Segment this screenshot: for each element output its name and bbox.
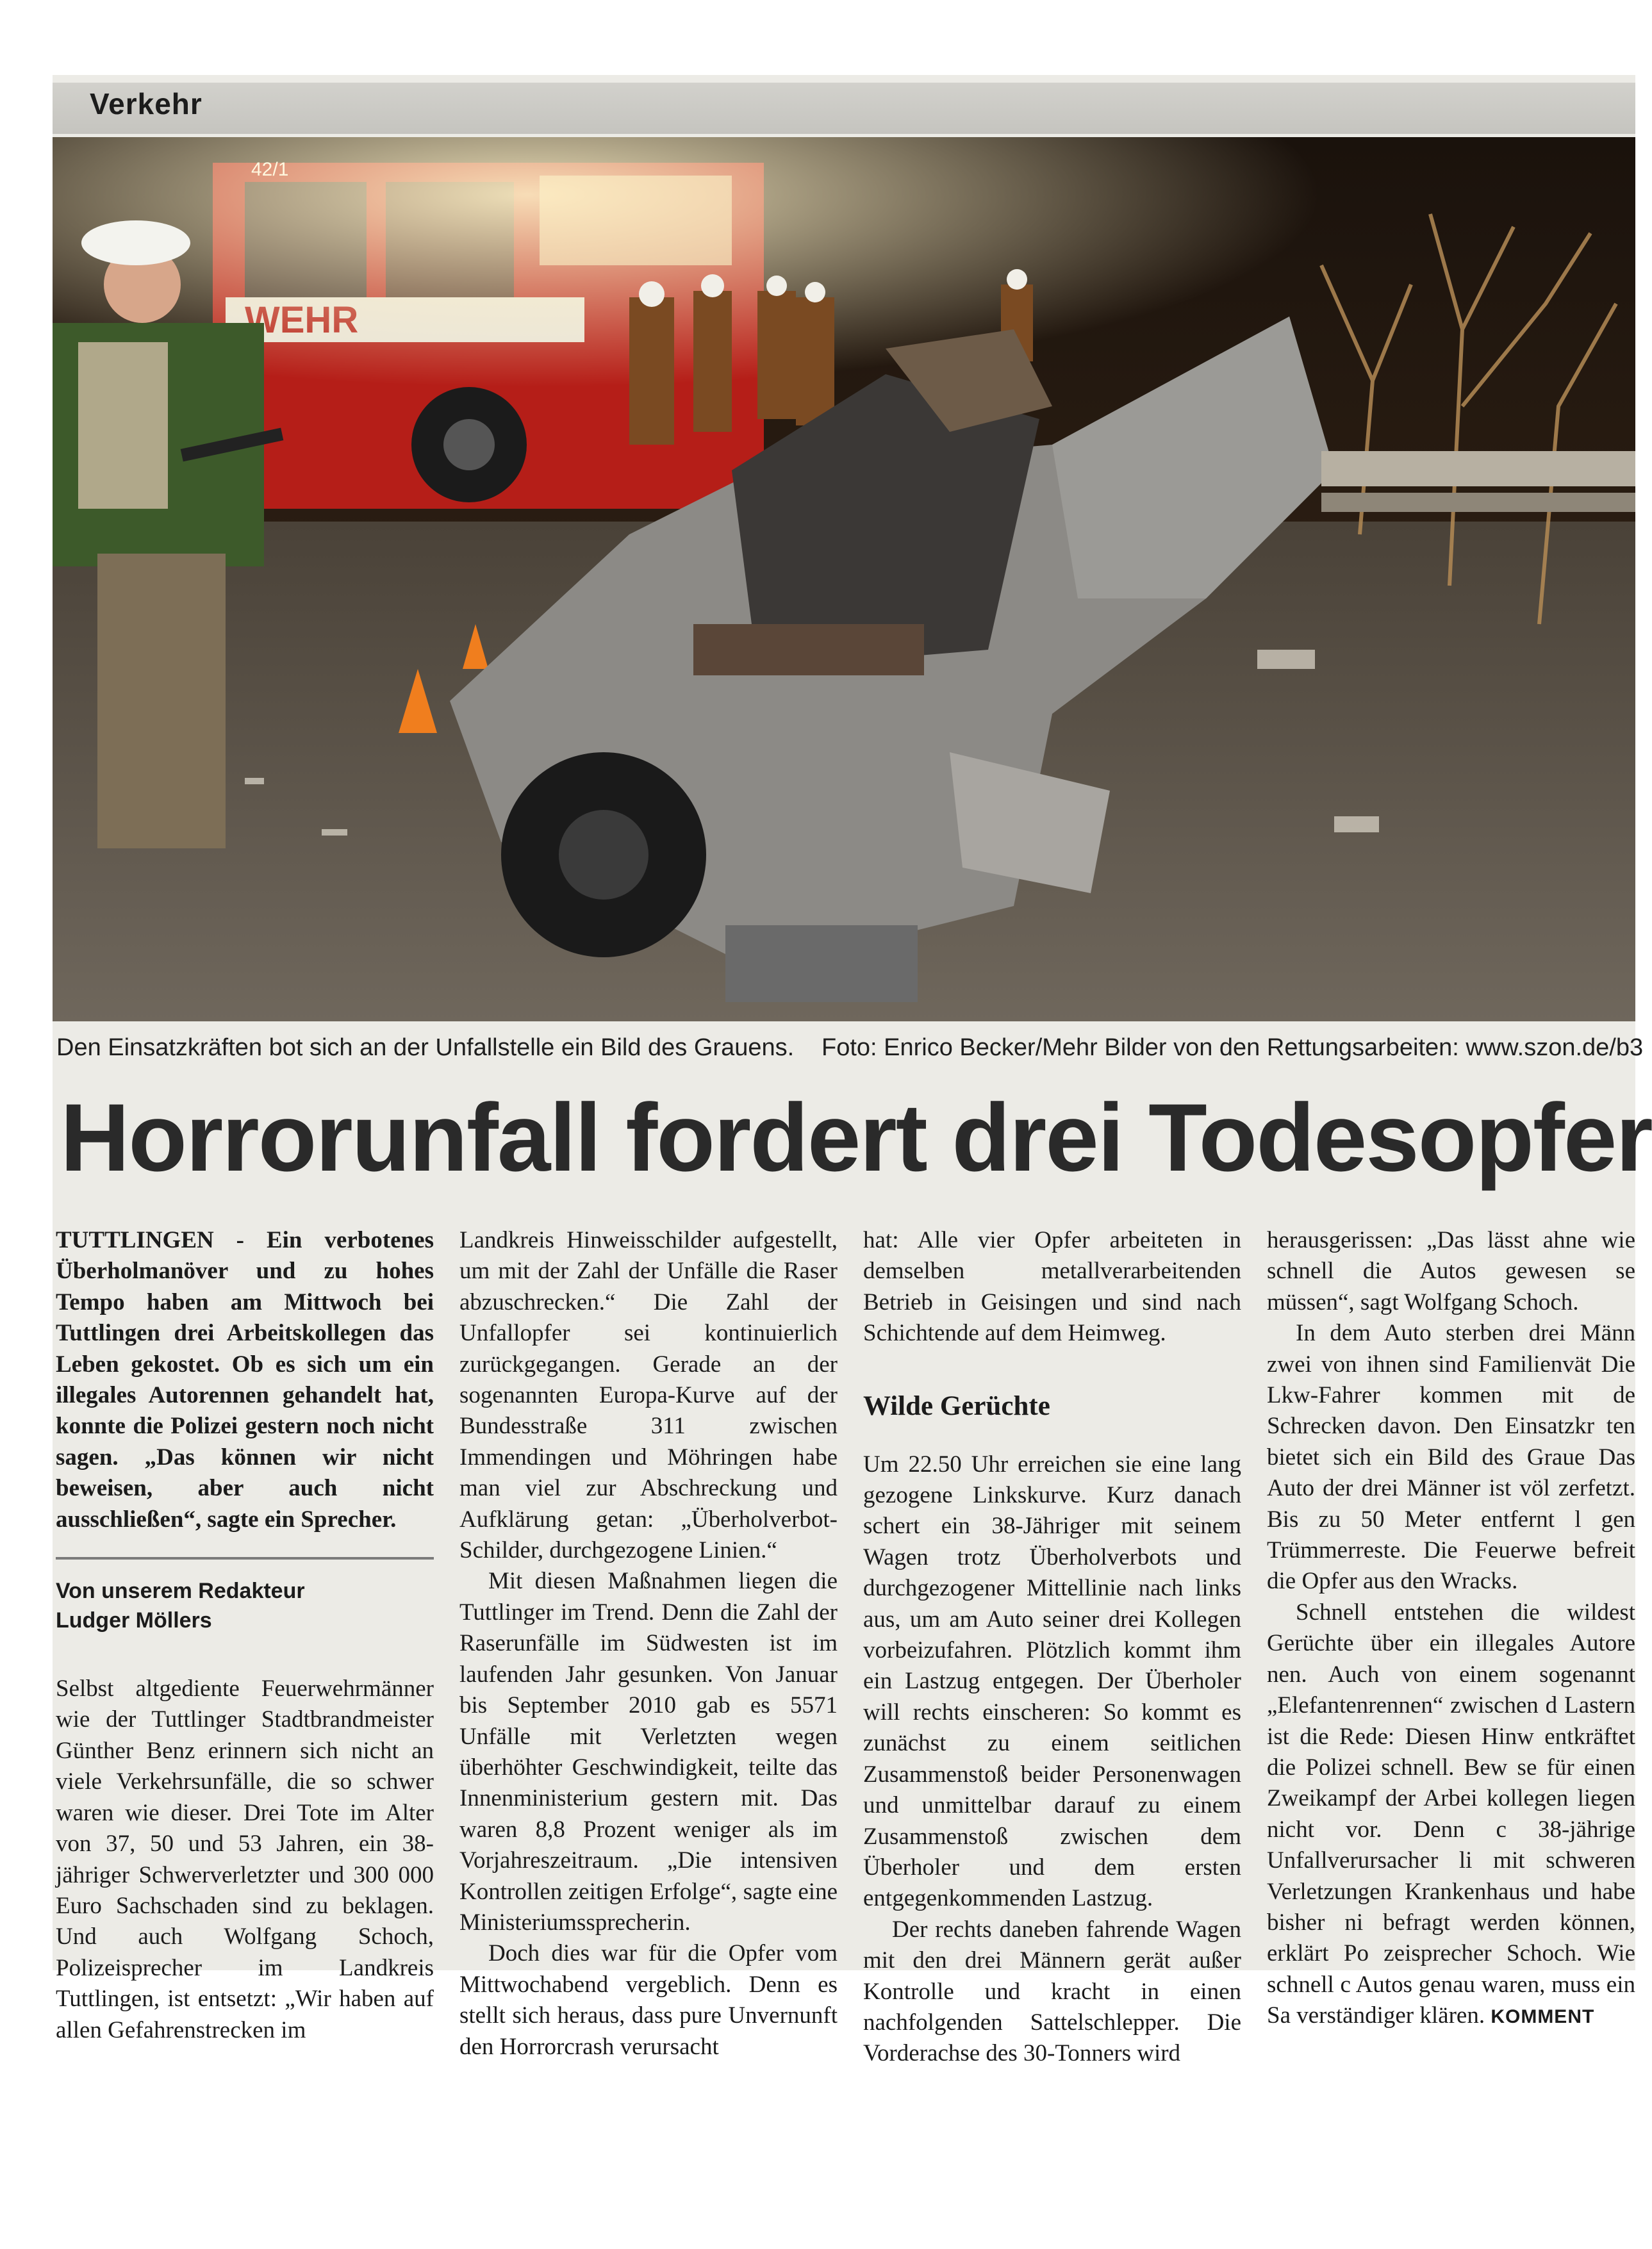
body-text: Schnell entstehen die wildest Gerüchte über ein illegales Autore nen. Auch von einem sogenannt „Elefantenrennen“ zwischen d Lastern ist die Rede: Diesen Hinw entkräftet die Polizei schnell. Bew se für einen Zweikampf der Arbei kollegen liegen nicht vor. Denn c 38-jährige Unfallverursacher li mit schweren Verletzungen Krankenhaus und habe bisher ni befragt werden können, erklärt Po zeisprecher Schoch. Wie schnell c Autos genau waren, muss ein Sa verständiger klären.	[1267, 1599, 1635, 2029]
body-paragraph: hat: Alle vier Opfer arbeiteten in demselben metallverarbeitenden Betrieb in Geisingen und sind nach Schichtende auf dem Heimweg.	[863, 1227, 1241, 1347]
byline-divider	[56, 1557, 434, 1560]
column-2	[459, 1225, 838, 2063]
newspaper-clipping	[53, 75, 1652, 2067]
body-paragraph: Landkreis Hinweisschilder aufgestellt, um mit der Zahl der Unfälle die Raser abzuschrecken.“ Die Zahl der Unfallopfer sei kontinuierlich zurückgegangen. Gerade an der sogenannten Europa-Kurve auf der Bundesstraße 311 zwischen Immendingen und Möhringen habe man viel zur Abschreckung und Aufklärung getan: „Überholverbot-Schilder, durchgezogene Linien.“	[459, 1227, 838, 1564]
body-paragraph: Der rechts daneben fahrende Wagen mit den drei Männern gerät außer Kontrolle und kracht in einen nachfolgenden Sattelschlepper. Die Vorderachse des 30-Tonners wird	[863, 1916, 1241, 2067]
photo-credit: Foto: Enrico Becker/Mehr Bilder von den Rettungsarbeiten: www.szon.de/b3	[822, 1034, 1644, 1061]
body-paragraph: Selbst altgediente Feuerwehrmänner wie der Tuttlinger Stadtbrandmeister Günther Benz erinnern sich nicht an viele Verkehrsunfälle, die so schwer waren wie dieser. Drei Tote im Alter von 37, 50 und 53 Jahren, ein 38-jähriger Schwerverletzter und 300 000 Euro Sachschaden sind zu beklagen. Und auch Wolfgang Schoch, Polizeisprecher im Landkreis Tuttlingen, ist entsetzt: „Wir haben auf allen Gefahrenstrecken im	[56, 1676, 434, 2043]
section-label: Verkehr	[90, 87, 202, 120]
headline: Horrorunfall fordert drei Todesopfer	[60, 1083, 1652, 1191]
body-paragraph: herausgerissen: „Das lässt ahne wie schnell die Autos gewesen se müssen“, sagt Wolfgang Schoch.	[1267, 1227, 1635, 1315]
column-4	[1267, 1225, 1635, 2029]
byline-role: Von unserem Redakteur	[56, 1579, 305, 1604]
byline	[56, 1576, 434, 1635]
section-bar	[53, 83, 1635, 134]
body-paragraph: Doch dies war für die Opfer vom Mittwochabend vergeblich. Denn es stellt sich heraus, dass pure Unvernunft den Horrorcrash verursacht	[459, 1940, 838, 2060]
body-paragraph	[1267, 1597, 1635, 2033]
guard-rail	[1321, 451, 1635, 512]
subheading: Wilde Gerüchte	[863, 1390, 1050, 1421]
column-3	[863, 1225, 1241, 2070]
byline-author: Ludger Möllers	[56, 1608, 212, 1633]
body-paragraph: Mit diesen Maßnahmen liegen die Tuttlinger im Trend. Denn die Zahl der Raserunfälle im Südwesten ist im laufenden Jahr gesunken. Von Januar bis September 2010 gab es 5571 Unfälle mit Verletzten wegen überhöhter Geschwindigkeit, teilte das Innenministerium gestern mit. Das waren 8,8 Prozent weniger als im Vorjahreszeitraum. „Die intensiven Kontrollen zeitigen Erfolge“, sagte eine Ministeriumssprecherin.	[459, 1568, 838, 1936]
body-paragraph: Um 22.50 Uhr erreichen sie eine lang gezogene Linkskurve. Kurz danach schert ein 38-Jähriger mit seinem Wagen trotz Überholverbots und durchgezogener Mittellinie nach links aus, um am Auto seiner drei Kollegen vorbeizufahren. Plötzlich kommt ihm ein Lastzug entgegen. Der Überholer will rechts einscheren: So kommt es zunächst zu einem seitlichen Zusammenstoß beider Personenwagen und unmittelbar darauf zu einem Zusammenstoß zwischen dem Überholer und dem ersten entgegenkommenden Lastzug.	[863, 1451, 1241, 1912]
column-1	[56, 1225, 434, 2046]
photo-caption: Den Einsatzkräften bot sich an der Unfallstelle ein Bild des Grauens.	[56, 1034, 795, 1061]
kommentar-reference: KOMMENT	[1491, 2006, 1595, 2028]
body-paragraph: In dem Auto sterben drei Männ zwei von ihnen sind Familienvät Die Lkw-Fahrer kommen mit de Schrecken davon. Den Einsatzkr ten bietet sich ein Bild des Graue Das Auto der drei Männer ist völ zerfetzt. Bis zu 50 Meter entfernt l gen Trümmerreste. Die Feuerwe befreit die Opfer aus den Wracks.	[1267, 1320, 1635, 1595]
lead-paragraph: TUTTLINGEN - Ein verbotenes Überholmanöver und zu hohes Tempo haben am Mittwoch bei Tuttlingen drei Arbeitskollegen das Leben gekostet. Ob es sich um ein illegales Autorennen gehandelt hat, konnte die Polizei gestern noch nicht sagen. „Das können wir nicht beweisen, aber auch nicht ausschließen“, sagte ein Sprecher.	[56, 1227, 434, 1533]
accident-photo	[53, 137, 1635, 1021]
